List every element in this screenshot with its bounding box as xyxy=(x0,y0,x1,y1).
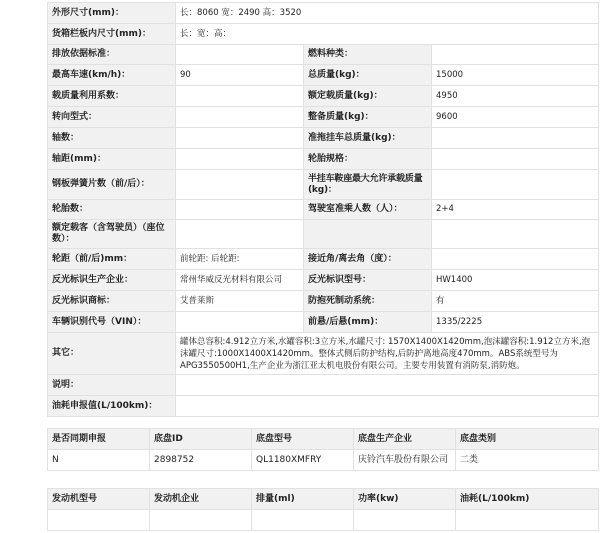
spec-label: 半挂车鞍座最大允许承载质量(kg)： xyxy=(304,170,432,200)
spec-label: 额定载质量(kg)： xyxy=(304,86,432,107)
spec-row xyxy=(48,107,599,128)
spec-value xyxy=(432,45,599,65)
chassis-header-cell: 是否同期申报 xyxy=(48,429,150,450)
engine-table xyxy=(47,488,599,531)
spec-value: 长：宽：高： xyxy=(176,24,599,45)
chassis-header-cell: 底盘型号 xyxy=(252,429,354,450)
spec-label: 外形尺寸(mm)： xyxy=(48,3,176,24)
spec-row xyxy=(48,65,599,86)
spec-value xyxy=(432,149,599,170)
spec-value xyxy=(176,45,304,65)
spec-label: 总质量(kg)： xyxy=(304,65,432,86)
spec-value: 前轮距: 后轮距: xyxy=(176,249,304,270)
engine-header-cell: 油耗(L/100km) xyxy=(456,489,599,510)
engine-header-row xyxy=(48,489,599,510)
spec-label: 轴数： xyxy=(48,128,176,149)
spec-label: 准拖挂车总质量(kg)： xyxy=(304,128,432,149)
spec-value: 1335/2225 xyxy=(432,312,599,333)
engine-data-cell xyxy=(456,510,599,531)
spec-row xyxy=(48,220,599,249)
spec-value: 4950 xyxy=(432,86,599,107)
spec-label: 货箱栏板内尺寸(mm)： xyxy=(48,24,176,45)
spec-label: 排放依据标准： xyxy=(48,45,176,65)
spec-value xyxy=(176,375,599,396)
spec-label: 载质量利用系数： xyxy=(48,86,176,107)
spec-label: 反光标识型号： xyxy=(304,270,432,291)
chassis-header-row xyxy=(48,429,599,450)
spec-row xyxy=(48,375,599,396)
spec-value: 90 xyxy=(176,65,304,86)
spec-body xyxy=(48,3,599,417)
spec-label: 轮胎数： xyxy=(48,200,176,220)
spec-value xyxy=(176,86,304,107)
engine-data-cell xyxy=(354,510,456,531)
spec-label: 整备质量(kg)： xyxy=(304,107,432,128)
spec-value xyxy=(176,170,304,200)
spec-row xyxy=(48,396,599,417)
spec-table xyxy=(47,2,599,417)
spec-label: 车辆识别代号（VIN）： xyxy=(48,312,176,333)
spec-label: 轮距（前/后)mm： xyxy=(48,249,176,270)
spec-value: 有 xyxy=(432,291,599,312)
chassis-data-cell: 二类 xyxy=(456,450,599,471)
engine-header-cell: 发动机型号 xyxy=(48,489,150,510)
spec-row xyxy=(48,3,599,24)
spec-label: 额定载客（含驾驶员）（座位数）： xyxy=(48,220,176,249)
spec-row xyxy=(48,333,599,375)
spec-row xyxy=(48,128,599,149)
chassis-data-cell: QL1180XMFRY xyxy=(252,450,354,471)
spec-label: 燃料种类： xyxy=(304,45,432,65)
spec-row xyxy=(48,24,599,45)
spec-value: 罐体总容积:4.912立方米,水罐容积:3立方米,水罐尺寸: 1570X1400X1420mm,泡沫罐容积:1.912立方米,泡沫罐尺寸:1000X1400X1420mm。整体式侧后防护结构,后防护离地高度470mm。ABS系统型号为APG3550500H1,生产企业为浙江亚太机电股份有限公司。主要专用装置有消防泵,消防炮。 xyxy=(176,333,599,375)
engine-data-cell xyxy=(48,510,150,531)
spec-label: 其它： xyxy=(48,333,176,375)
spec-row xyxy=(48,45,599,65)
spec-label xyxy=(304,220,432,249)
chassis-table xyxy=(47,428,599,471)
spec-row xyxy=(48,312,599,333)
spec-value xyxy=(176,128,304,149)
spec-value xyxy=(176,396,599,417)
spec-label: 说明： xyxy=(48,375,176,396)
spec-label: 最高车速(km/h)： xyxy=(48,65,176,86)
spec-label: 防抱死制动系统： xyxy=(304,291,432,312)
engine-data-row xyxy=(48,510,599,531)
spec-value xyxy=(176,220,304,249)
chassis-data-cell: 2898752 xyxy=(150,450,252,471)
chassis-data-cell: N xyxy=(48,450,150,471)
spec-value xyxy=(432,170,599,200)
spec-row xyxy=(48,291,599,312)
chassis-header-cell: 底盘ID xyxy=(150,429,252,450)
spec-value: 2+4 xyxy=(432,200,599,220)
engine-header-cell: 排量(ml) xyxy=(252,489,354,510)
spec-label: 接近角/离去角（度）： xyxy=(304,249,432,270)
spec-value xyxy=(432,220,599,249)
spec-row xyxy=(48,170,599,200)
engine-data-cell xyxy=(150,510,252,531)
spec-label: 轮胎规格： xyxy=(304,149,432,170)
spec-value xyxy=(176,200,304,220)
spec-value: 9600 xyxy=(432,107,599,128)
spec-label: 反光标识生产企业： xyxy=(48,270,176,291)
spec-value xyxy=(432,249,599,270)
spec-label: 钢板弹簧片数（前/后）： xyxy=(48,170,176,200)
spec-value xyxy=(176,149,304,170)
spec-row xyxy=(48,249,599,270)
spec-row xyxy=(48,86,599,107)
chassis-header-cell: 底盘类别 xyxy=(456,429,599,450)
spec-row xyxy=(48,270,599,291)
engine-header-cell: 发动机企业 xyxy=(150,489,252,510)
spec-value: 15000 xyxy=(432,65,599,86)
spec-value: 艾普莱斯 xyxy=(176,291,304,312)
spec-value xyxy=(176,107,304,128)
spec-row xyxy=(48,200,599,220)
spec-value xyxy=(176,312,304,333)
engine-header-cell: 功率(kw) xyxy=(354,489,456,510)
spec-label: 前悬/后悬(mm)： xyxy=(304,312,432,333)
chassis-data-cell: 庆铃汽车股份有限公司 xyxy=(354,450,456,471)
engine-body xyxy=(48,489,599,531)
spec-row xyxy=(48,149,599,170)
spec-value xyxy=(432,128,599,149)
spec-value: HW1400 xyxy=(432,270,599,291)
spec-label: 驾驶室准乘人数（人）： xyxy=(304,200,432,220)
spec-value: 长：8060 宽：2490 高：3520 xyxy=(176,3,599,24)
chassis-header-cell: 底盘生产企业 xyxy=(354,429,456,450)
spec-label: 油耗申报值(L/100km)： xyxy=(48,396,176,417)
engine-data-cell xyxy=(252,510,354,531)
chassis-data-row xyxy=(48,450,599,471)
spec-value: 常州华威反光材料有限公司 xyxy=(176,270,304,291)
spec-label: 轴距(mm)： xyxy=(48,149,176,170)
spec-label: 反光标识商标： xyxy=(48,291,176,312)
chassis-body xyxy=(48,429,599,471)
spec-label: 转向型式： xyxy=(48,107,176,128)
